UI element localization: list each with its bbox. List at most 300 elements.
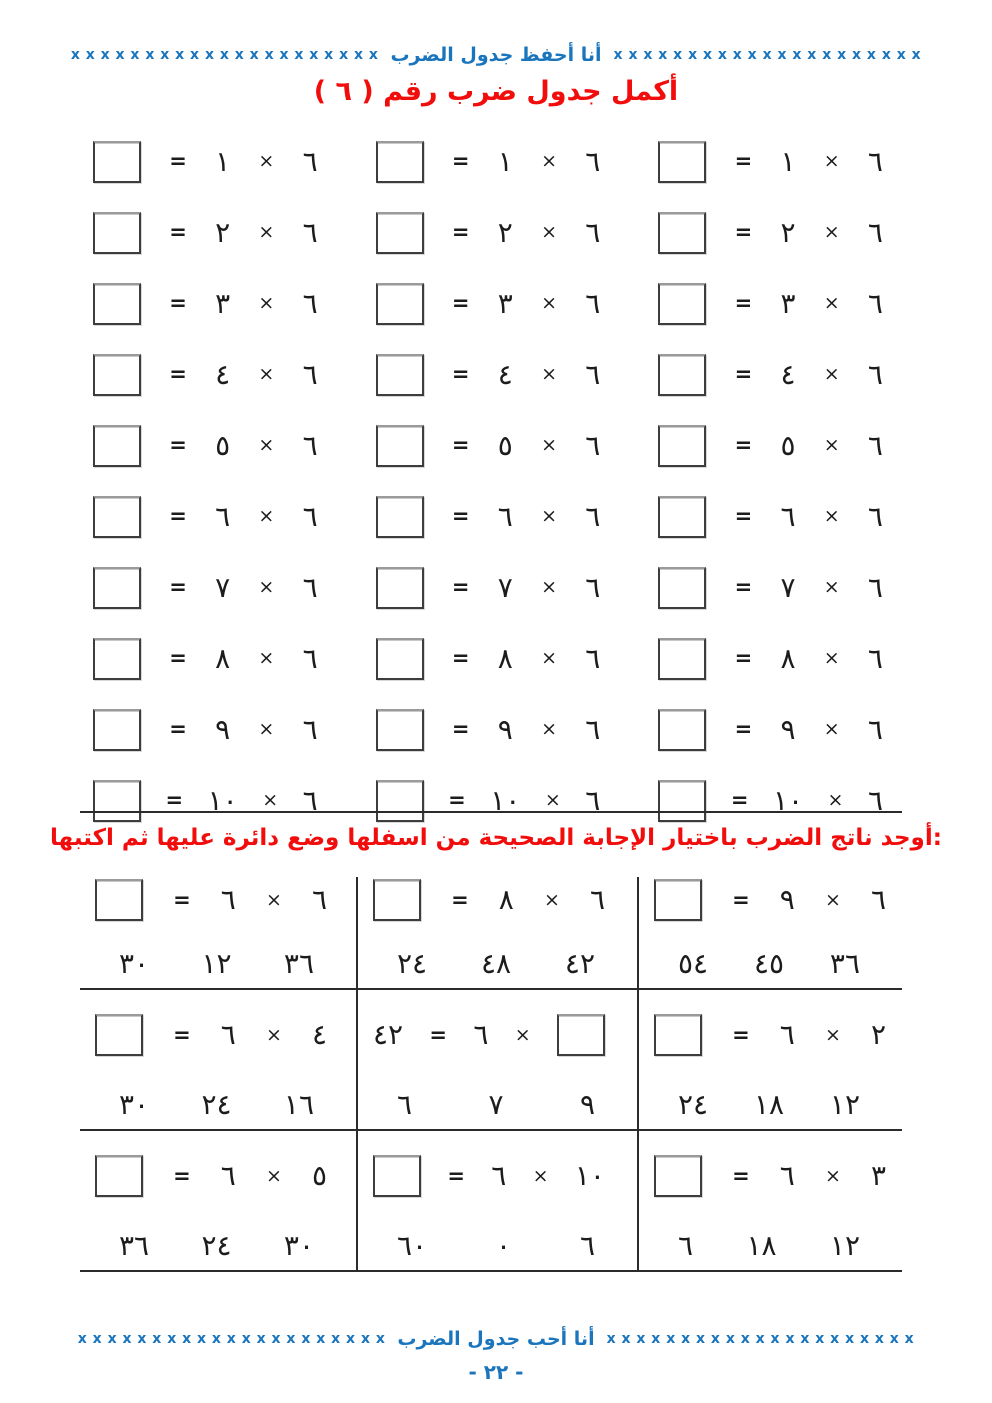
constant-value: ٦	[585, 712, 601, 746]
equals-sign: =	[451, 433, 470, 457]
equation	[658, 141, 883, 183]
equation	[658, 780, 883, 822]
equation	[93, 141, 318, 183]
equation	[376, 780, 601, 822]
header-title: أنا أحفظ جدول الضرب	[390, 44, 602, 66]
equation	[658, 567, 883, 609]
equation	[93, 709, 318, 751]
equals-sign: =	[447, 1163, 465, 1188]
times-sign: ×	[541, 718, 557, 740]
answer-box[interactable]	[658, 212, 706, 254]
constant-value: ٦	[302, 144, 318, 178]
constant-value: ٦	[302, 286, 318, 320]
equation	[93, 283, 318, 325]
worksheet-title: أكمل جدول ضرب رقم ( ٦ )	[313, 76, 679, 107]
instruction-text: أوجد ناتج الضرب باختيار الإجابة الصحيحة من اسفلها وضع دائرة عليها ثم اكتبها:	[50, 825, 942, 851]
constant-value: ٦	[867, 357, 883, 391]
multiplier-value: ١٠	[207, 783, 238, 817]
times-sign: ×	[823, 434, 840, 456]
equation	[658, 425, 883, 467]
answer-box[interactable]	[658, 780, 706, 822]
equals-sign: =	[451, 220, 470, 244]
times-sign: ×	[543, 888, 560, 911]
multiplier-value: ٤	[215, 357, 231, 391]
choice-options	[373, 949, 619, 980]
choice-option[interactable]: ٣٠	[119, 1088, 150, 1122]
answer-box[interactable]	[373, 1155, 421, 1197]
constant-value: ٦	[302, 499, 318, 533]
equation	[93, 780, 318, 822]
table-row	[93, 481, 883, 552]
multiplier-value: ٢	[215, 215, 231, 249]
x-decoration-right: x x x x x x x x x x x x x x x x x x x x x	[606, 1331, 915, 1347]
equals-sign: =	[448, 788, 466, 812]
times-sign: ×	[823, 718, 840, 740]
equation	[373, 879, 605, 921]
times-sign: ×	[258, 292, 275, 314]
times-sign: ×	[262, 789, 279, 811]
times-sign: ×	[258, 576, 275, 598]
operand-value: ٦	[311, 883, 327, 916]
answer-box[interactable]	[658, 496, 706, 538]
answer-box[interactable]	[658, 354, 706, 396]
constant-value: ٦	[302, 428, 318, 462]
choice-option[interactable]: ٦	[397, 1088, 413, 1122]
equation	[658, 283, 883, 325]
times-sign: ×	[823, 647, 840, 669]
choice-option[interactable]: ١٦	[283, 1088, 314, 1122]
choice-option[interactable]: ٤٢	[564, 947, 595, 981]
times-sign: ×	[258, 363, 275, 385]
choice-option[interactable]: ٢٤	[201, 1229, 232, 1263]
choice-problem-cell	[80, 1131, 356, 1270]
times-sign: ×	[541, 647, 557, 669]
table-row	[93, 410, 883, 481]
multiplier-value: ١٠	[772, 783, 804, 817]
choice-problem-cell	[639, 1131, 902, 1270]
choice-option[interactable]: ٦٠	[397, 1229, 428, 1263]
choice-option[interactable]: ٢٤	[678, 1088, 709, 1122]
times-sign: ×	[541, 434, 557, 456]
times-sign: ×	[823, 221, 840, 243]
equation	[658, 496, 883, 538]
choice-option[interactable]: ٢٤	[397, 947, 428, 981]
multiplier-value: ٦	[497, 499, 513, 533]
constant-value: ٦	[302, 357, 318, 391]
times-sign: ×	[823, 363, 840, 385]
constant-value: ٦	[585, 215, 601, 249]
equals-sign: =	[730, 788, 749, 812]
choice-option[interactable]: ٦	[579, 1229, 595, 1263]
page-footer	[0, 1328, 992, 1350]
section-divider	[80, 811, 902, 813]
equation	[376, 283, 601, 325]
operand-value: ٨	[498, 883, 514, 916]
choice-options	[373, 1090, 619, 1121]
answer-box[interactable]	[93, 638, 141, 680]
table-row	[93, 552, 883, 623]
equation	[373, 1014, 605, 1056]
equals-sign: =	[169, 220, 187, 244]
x-decoration-left: x x x x x x x x x x x x x x x x x x x x x	[77, 1331, 386, 1347]
constant-value: ٦	[867, 570, 883, 604]
multiplier-value: ٥	[497, 428, 513, 462]
operand-value: ٦	[491, 1159, 507, 1192]
choice-options	[95, 1231, 338, 1262]
table-row	[93, 268, 883, 339]
equation	[93, 496, 318, 538]
choice-option[interactable]: ٣٦	[829, 947, 860, 981]
multiplier-value: ٧	[780, 570, 796, 604]
equation	[654, 879, 886, 921]
choice-grid-row	[80, 1131, 902, 1272]
constant-value: ٦	[867, 712, 883, 746]
times-sign: ×	[541, 221, 557, 243]
equals-sign: =	[451, 646, 470, 670]
constant-value: ٦	[585, 428, 601, 462]
answer-box[interactable]	[376, 709, 424, 751]
answer-box[interactable]	[93, 354, 141, 396]
x-decoration-right: x x x x x x x x x x x x x x x x x x x x x	[613, 47, 922, 63]
answer-box[interactable]	[95, 1155, 143, 1197]
times-sign: ×	[258, 150, 275, 172]
equals-sign: =	[734, 291, 753, 315]
equation	[376, 567, 601, 609]
operand-value: ٥	[311, 1159, 327, 1192]
operand-value: ١٠	[574, 1159, 605, 1192]
multiplier-value: ١	[780, 144, 796, 178]
choice-problem-cell	[639, 877, 902, 988]
operand-value: ٦	[779, 1159, 795, 1192]
operand-value: ٦	[870, 883, 886, 916]
choice-grid-row	[80, 990, 902, 1131]
multiplier-value: ١٠	[490, 783, 521, 817]
operand-value: ٦	[473, 1018, 489, 1051]
answer-box[interactable]	[93, 425, 141, 467]
equals-sign: =	[451, 575, 470, 599]
constant-value: ٦	[302, 215, 318, 249]
answer-box[interactable]	[376, 354, 424, 396]
multiplier-value: ١	[215, 144, 231, 178]
answer-box[interactable]	[557, 1014, 605, 1056]
operand-value: ٤	[311, 1018, 327, 1051]
answer-box[interactable]	[93, 212, 141, 254]
choice-problem-cell	[80, 877, 356, 988]
answer-box[interactable]	[658, 709, 706, 751]
times-sign: ×	[824, 1023, 841, 1046]
choice-option[interactable]: ١٢	[829, 1088, 860, 1122]
choice-option[interactable]: ٢٤	[201, 1088, 232, 1122]
operand-value: ٦	[220, 883, 236, 916]
equation	[93, 567, 318, 609]
multiplier-value: ٥	[215, 428, 231, 462]
times-sign: ×	[258, 647, 275, 669]
times-sign: ×	[544, 789, 561, 811]
times-sign: ×	[514, 1023, 531, 1046]
equation	[654, 1155, 886, 1197]
equals-sign: =	[734, 504, 753, 528]
choice-options	[654, 1231, 884, 1262]
times-sign: ×	[532, 1164, 549, 1187]
answer-box[interactable]	[658, 425, 706, 467]
operand-value: ٦	[589, 883, 605, 916]
multiplier-value: ٨	[780, 641, 796, 675]
operand-value: ٢	[870, 1018, 886, 1051]
constant-value: ٦	[867, 428, 883, 462]
answer-box[interactable]	[93, 780, 141, 822]
equation	[93, 425, 318, 467]
times-sign: ×	[823, 505, 840, 527]
equals-sign: =	[165, 788, 184, 812]
multiplier-value: ٩	[497, 712, 513, 746]
constant-value: ٦	[867, 499, 883, 533]
answer-box[interactable]	[658, 141, 706, 183]
table-row	[93, 339, 883, 410]
equals-sign: =	[169, 646, 187, 670]
times-sign: ×	[258, 221, 275, 243]
choice-problem-cell	[356, 990, 639, 1129]
equation	[93, 212, 318, 254]
table-row	[93, 623, 883, 694]
operand-value: ٤٢	[373, 1018, 404, 1051]
constant-value: ٦	[585, 144, 601, 178]
multiplier-value: ٨	[215, 641, 231, 675]
equals-sign: =	[169, 504, 187, 528]
times-sign: ×	[541, 292, 557, 314]
equals-sign: =	[732, 1022, 750, 1047]
answer-box[interactable]	[376, 496, 424, 538]
answer-box[interactable]	[654, 879, 702, 921]
equation	[376, 212, 601, 254]
answer-box[interactable]	[658, 283, 706, 325]
times-sign: ×	[541, 576, 557, 598]
choice-option[interactable]: ١٨	[753, 1088, 785, 1122]
multiplier-value: ٣	[497, 286, 513, 320]
multiplier-value: ١	[497, 144, 513, 178]
answer-box[interactable]	[376, 567, 424, 609]
equation	[658, 638, 883, 680]
equation	[658, 354, 883, 396]
choice-option[interactable]: ٣٦	[119, 1229, 150, 1263]
choice-problem-cell	[356, 1131, 639, 1270]
operand-value: ٦	[220, 1159, 236, 1192]
choice-option[interactable]: ٣٠	[283, 1229, 314, 1263]
equals-sign: =	[169, 717, 187, 741]
multiplier-value: ٧	[215, 570, 231, 604]
equals-sign: =	[451, 717, 470, 741]
constant-value: ٦	[867, 783, 883, 817]
times-sign: ×	[258, 505, 275, 527]
equation	[376, 141, 601, 183]
choice-option[interactable]: ٣٦	[283, 947, 314, 981]
multiplier-value: ٢	[780, 215, 796, 249]
answer-box[interactable]	[654, 1014, 702, 1056]
constant-value: ٦	[302, 641, 318, 675]
constant-value: ٦	[867, 641, 883, 675]
times-sign: ×	[265, 1023, 282, 1046]
answer-box[interactable]	[376, 425, 424, 467]
choice-option[interactable]: ٦	[678, 1229, 694, 1263]
choice-option[interactable]: ٤٥	[753, 947, 785, 981]
equation	[376, 354, 601, 396]
answer-box[interactable]	[376, 780, 424, 822]
multiplier-value: ٩	[780, 712, 796, 746]
times-sign: ×	[823, 576, 840, 598]
equals-sign: =	[734, 220, 753, 244]
multiplier-value: ٩	[215, 712, 231, 746]
choice-option[interactable]: ٣٠	[119, 947, 150, 981]
answer-box[interactable]	[658, 567, 706, 609]
equals-sign: =	[451, 504, 470, 528]
choice-options	[95, 949, 338, 980]
footer-title: أنا أحب جدول الضرب	[397, 1328, 595, 1350]
times-sign: ×	[824, 888, 841, 911]
times-sign: ×	[258, 434, 275, 456]
equals-sign: =	[734, 362, 753, 386]
equation	[658, 212, 883, 254]
choice-option[interactable]: ٤٨	[480, 947, 512, 981]
multiplier-value: ٣	[780, 286, 796, 320]
equation	[376, 425, 601, 467]
operand-value: ٦	[779, 1018, 795, 1051]
operand-value: ٩	[779, 883, 795, 916]
constant-value: ٦	[867, 215, 883, 249]
equals-sign: =	[734, 646, 753, 670]
choice-option[interactable]: ٩	[579, 1088, 595, 1122]
constant-value: ٦	[585, 641, 601, 675]
times-sign: ×	[541, 505, 557, 527]
operand-value: ٦	[220, 1018, 236, 1051]
multiplier-value: ٣	[215, 286, 231, 320]
choice-option[interactable]: ١٨	[746, 1229, 777, 1263]
equals-sign: =	[173, 887, 191, 912]
equation	[95, 1014, 327, 1056]
choice-option[interactable]: ١٢	[201, 947, 232, 981]
answer-box[interactable]	[95, 879, 143, 921]
equation	[654, 1014, 886, 1056]
constant-value: ٦	[585, 286, 601, 320]
multiplier-value: ٦	[215, 499, 231, 533]
multiplier-value: ٤	[497, 357, 513, 391]
times-sign: ×	[541, 150, 557, 172]
table-row	[93, 197, 883, 268]
answer-box[interactable]	[373, 879, 421, 921]
constant-value: ٦	[867, 286, 883, 320]
answer-box[interactable]	[376, 212, 424, 254]
choice-problem-cell	[639, 990, 902, 1129]
answer-box[interactable]	[93, 496, 141, 538]
constant-value: ٦	[585, 783, 601, 817]
equals-sign: =	[732, 1163, 750, 1188]
multiplier-value: ٥	[780, 428, 796, 462]
choice-grid-row	[80, 877, 902, 990]
equals-sign: =	[169, 362, 187, 386]
equation	[376, 496, 601, 538]
constant-value: ٦	[585, 570, 601, 604]
times-sign: ×	[265, 888, 282, 911]
times-sign: ×	[827, 789, 844, 811]
equals-sign: =	[451, 291, 470, 315]
page-number: - ٢٢ -	[468, 1360, 524, 1384]
answer-box[interactable]	[658, 638, 706, 680]
equation	[95, 1155, 327, 1197]
multiplication-table	[93, 126, 883, 836]
times-sign: ×	[258, 718, 275, 740]
answer-box[interactable]	[376, 638, 424, 680]
times-sign: ×	[823, 292, 840, 314]
equals-sign: =	[429, 1022, 448, 1047]
constant-value: ٦	[585, 499, 601, 533]
choice-options	[95, 1090, 338, 1121]
page-header	[0, 44, 992, 66]
choice-options	[373, 1231, 619, 1262]
answer-box[interactable]	[376, 141, 424, 183]
equals-sign: =	[734, 575, 753, 599]
equals-sign: =	[169, 575, 187, 599]
equation	[95, 879, 327, 921]
times-sign: ×	[823, 150, 840, 172]
multiplier-value: ٤	[780, 357, 796, 391]
x-decoration-left: x x x x x x x x x x x x x x x x x x x x x	[70, 47, 379, 63]
equation	[376, 709, 601, 751]
answer-box[interactable]	[95, 1014, 143, 1056]
constant-value: ٦	[302, 783, 318, 817]
equals-sign: =	[173, 1022, 191, 1047]
table-row	[93, 694, 883, 765]
equals-sign: =	[173, 1163, 191, 1188]
times-sign: ×	[541, 363, 557, 385]
multiplier-value: ٦	[780, 499, 796, 533]
answer-box[interactable]	[93, 141, 141, 183]
answer-box[interactable]	[93, 283, 141, 325]
equals-sign: =	[169, 149, 187, 173]
choice-grid	[80, 877, 902, 1272]
answer-box[interactable]	[93, 567, 141, 609]
equals-sign: =	[169, 433, 187, 457]
equation	[93, 638, 318, 680]
answer-box[interactable]	[93, 709, 141, 751]
equals-sign: =	[734, 717, 753, 741]
equals-sign: =	[732, 887, 750, 912]
equation	[373, 1155, 605, 1197]
equals-sign: =	[451, 887, 469, 912]
equals-sign: =	[734, 433, 753, 457]
table-row	[93, 126, 883, 197]
multiplier-value: ٨	[497, 641, 513, 675]
equals-sign: =	[169, 291, 187, 315]
choice-options	[654, 949, 884, 980]
equation	[93, 354, 318, 396]
constant-value: ٦	[302, 712, 318, 746]
equation	[376, 638, 601, 680]
times-sign: ×	[824, 1164, 841, 1187]
equals-sign: =	[451, 362, 470, 386]
multiplier-value: ٢	[497, 215, 513, 249]
constant-value: ٦	[585, 357, 601, 391]
choice-option[interactable]: ٥٤	[678, 947, 709, 981]
choice-problem-cell	[356, 877, 639, 988]
multiplier-value: ٧	[497, 570, 513, 604]
choice-option[interactable]: ٠	[495, 1229, 512, 1263]
choice-option[interactable]: ٧	[488, 1088, 504, 1122]
answer-box[interactable]	[376, 283, 424, 325]
equals-sign: =	[451, 149, 470, 173]
equation	[658, 709, 883, 751]
equals-sign: =	[734, 149, 753, 173]
constant-value: ٦	[302, 570, 318, 604]
answer-box[interactable]	[654, 1155, 702, 1197]
choice-option[interactable]: ١٢	[829, 1229, 860, 1263]
